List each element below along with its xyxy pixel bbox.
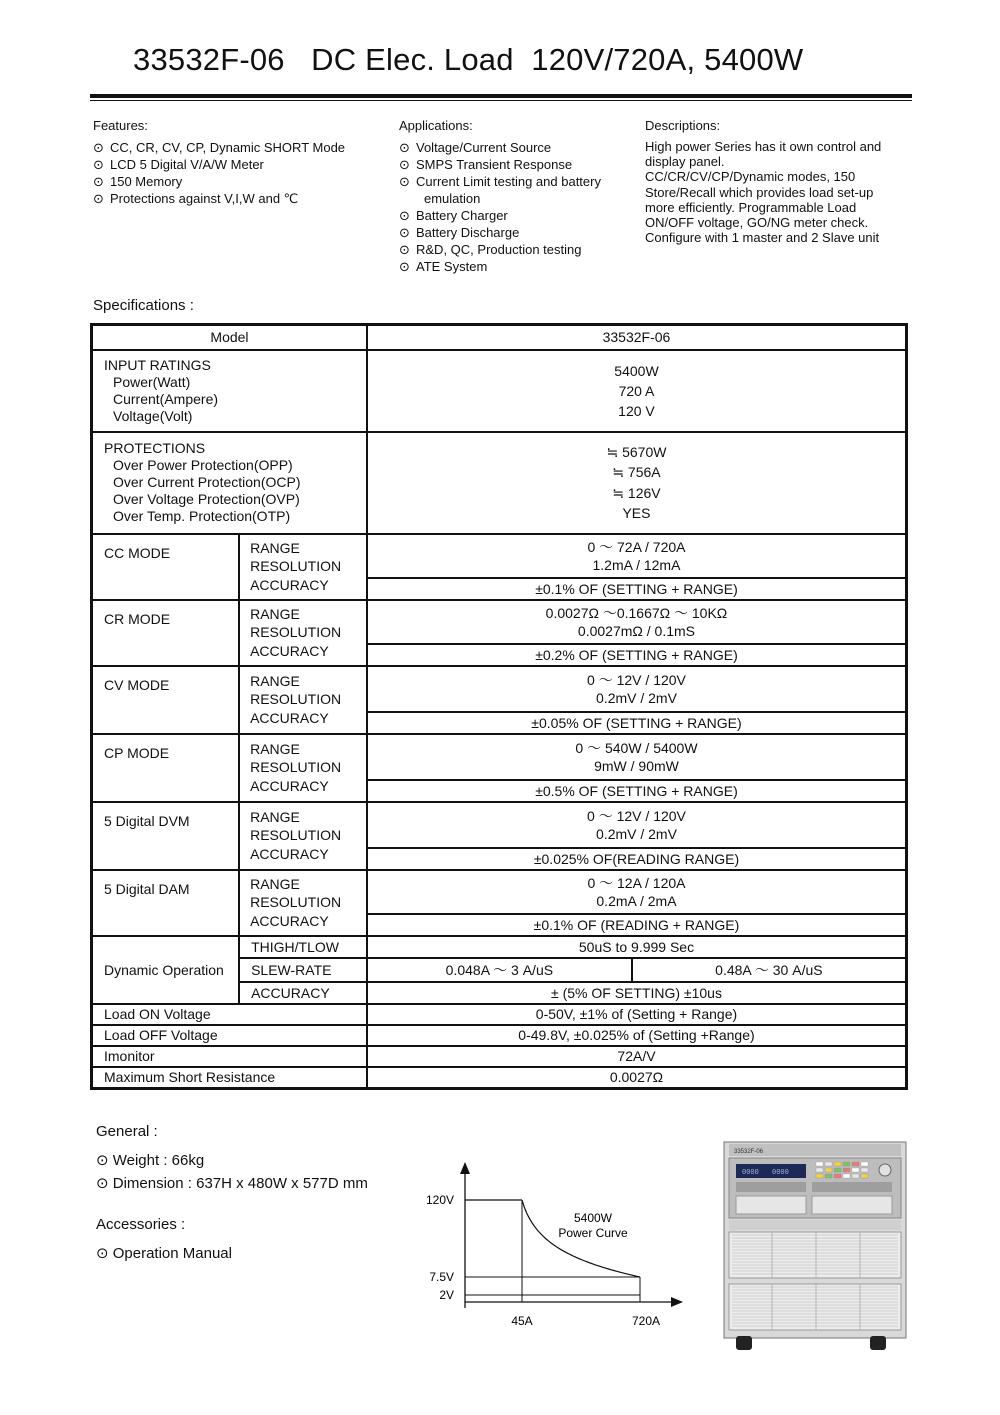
- range-value: 0 〜 12V / 120V: [587, 671, 686, 688]
- descriptions-text: [645, 139, 907, 245]
- specifications-heading: Specifications :: [93, 297, 194, 314]
- load-on-voltage-label: Load ON Voltage: [92, 1004, 367, 1025]
- input-ratings-values: [367, 350, 907, 432]
- keypad-button: [816, 1162, 823, 1166]
- keypad-button: [852, 1168, 859, 1172]
- accuracy-label: ACCURACY: [250, 845, 329, 862]
- ovp-label: Over Voltage Protection(OVP): [113, 491, 300, 507]
- description-line: ON/OFF voltage, GO/NG meter check.: [645, 215, 869, 231]
- dynamic-accuracy-value: ± (5% OF SETTING) ±10us: [367, 982, 907, 1004]
- y-tick-label: 2V: [439, 1288, 454, 1302]
- thigh-label: THIGH/TLOW: [239, 936, 367, 958]
- otp-value: YES: [622, 505, 651, 521]
- feature-item: ⊙ CC, CR, CV, CP, Dynamic SHORT Mode: [93, 139, 345, 156]
- dynamic-accuracy-label: ACCURACY: [239, 982, 367, 1004]
- range-label: RANGE: [250, 605, 300, 622]
- imonitor-value: 72A/V: [367, 1046, 907, 1067]
- keypad-button: [843, 1174, 850, 1178]
- resolution-label: RESOLUTION: [250, 624, 342, 641]
- input-voltage-label: Voltage(Volt): [113, 407, 193, 424]
- mode-range-resolution: [367, 734, 907, 780]
- title-rule-thin: [90, 100, 912, 101]
- y-tick-label: 7.5V: [429, 1270, 454, 1284]
- table-row: [92, 1025, 907, 1046]
- y-tick-label: 120V: [425, 1193, 454, 1207]
- opp-label: Over Power Protection(OPP): [113, 457, 293, 473]
- description-line: display panel.: [645, 154, 725, 170]
- table-row: [92, 1046, 907, 1067]
- x-tick-label: 720A: [631, 1314, 661, 1328]
- descriptions-heading: Descriptions:: [645, 118, 721, 133]
- resolution-label: RESOLUTION: [250, 894, 342, 911]
- table-row: [92, 734, 907, 780]
- mode-name: 5 Digital DVM: [92, 802, 240, 870]
- mode-name: 5 Digital DAM: [92, 870, 240, 936]
- max-short-resistance-label: Maximum Short Resistance: [92, 1067, 367, 1089]
- mode-sub-labels: [239, 666, 367, 734]
- input-power-label: Power(Watt): [113, 373, 191, 390]
- title-rule-thick: [90, 94, 912, 98]
- ovp-value: ≒ 126V: [612, 484, 661, 501]
- product-image: [720, 1140, 910, 1355]
- resolution-label: RESOLUTION: [250, 759, 342, 776]
- resolution-label: RESOLUTION: [250, 827, 342, 844]
- feature-item: ⊙ 150 Memory: [93, 173, 345, 190]
- accuracy-label: ACCURACY: [250, 642, 329, 659]
- table-row: [92, 1004, 907, 1025]
- caster-wheel: [870, 1336, 886, 1350]
- keypad-button: [816, 1174, 823, 1178]
- accuracy-value: ±0.1% OF (READING + RANGE): [367, 914, 907, 936]
- description-line: Configure with 1 master and 2 Slave unit: [645, 230, 880, 246]
- table-row: [92, 600, 907, 644]
- weight-spec: ⊙ Weight : 66kg: [96, 1152, 205, 1169]
- imonitor-label: Imonitor: [92, 1046, 367, 1067]
- thigh-value: 50uS to 9.999 Sec: [367, 936, 907, 958]
- accuracy-label: ACCURACY: [250, 576, 329, 593]
- features-section: [93, 117, 345, 207]
- x-axis-arrow: [671, 1297, 683, 1307]
- table-row: [92, 432, 907, 534]
- slew-rate-high: 0.48A 〜 30 A/uS: [632, 958, 907, 982]
- rotary-knob: [879, 1164, 891, 1176]
- resolution-value: 0.2mA / 2mA: [596, 892, 677, 909]
- model-value: 33532F-06: [367, 325, 907, 350]
- table-row: [92, 870, 907, 914]
- application-item: ⊙ ATE System: [399, 258, 601, 275]
- keypad-button: [852, 1162, 859, 1166]
- ocp-value: ≒ 756A: [612, 464, 661, 480]
- keypad-button: [825, 1162, 832, 1166]
- caster-wheel: [736, 1336, 752, 1350]
- load-on-voltage-value: 0-50V, ±1% of (Setting + Range): [367, 1004, 907, 1025]
- table-row: [92, 1067, 907, 1089]
- table-row: [92, 802, 907, 848]
- keypad-button: [816, 1168, 823, 1172]
- mode-sub-labels: [239, 534, 367, 600]
- features-heading: Features:: [93, 118, 148, 133]
- resolution-value: 0.2mV / 2mV: [596, 825, 677, 842]
- resolution-value: 1.2mA / 12mA: [592, 556, 681, 573]
- range-value: 0.0027Ω 〜0.1667Ω 〜 10KΩ: [545, 604, 728, 621]
- mode-range-resolution: [367, 600, 907, 644]
- application-item-text: Current Limit testing and battery: [416, 174, 601, 189]
- slew-rate-label: SLEW-RATE: [239, 958, 367, 982]
- mode-range-resolution: [367, 870, 907, 914]
- lcd-readout-2: 0000: [772, 1169, 789, 1177]
- chart-title-line2: Power Curve: [558, 1226, 628, 1240]
- input-voltage-value: 120 V: [618, 402, 655, 419]
- table-row: [92, 936, 907, 958]
- keypad-button: [843, 1162, 850, 1166]
- otp-label: Over Temp. Protection(OTP): [113, 508, 291, 524]
- accessory-item: ⊙ Operation Manual: [96, 1245, 232, 1262]
- input-current-label: Current(Ampere): [113, 390, 219, 407]
- ocp-label: Over Current Protection(OCP): [113, 474, 301, 490]
- table-row: [92, 325, 907, 350]
- description-line: more efficiently. Programmable Load: [645, 199, 857, 215]
- description-line: Store/Recall which provides load set-up: [645, 184, 874, 200]
- table-row: [92, 350, 907, 432]
- opp-value: ≒ 5670W: [606, 443, 667, 460]
- application-item-continuation: emulation: [424, 191, 481, 206]
- mode-sub-labels: [239, 734, 367, 802]
- table-row: [92, 534, 907, 578]
- load-off-voltage-label: Load OFF Voltage: [92, 1025, 367, 1046]
- table-row: [92, 666, 907, 712]
- input-power-value: 5400W: [614, 362, 659, 379]
- sub-panel: [736, 1182, 806, 1192]
- sub-panel: [812, 1182, 892, 1192]
- page-title: 33532F-06 DC Elec. Load 120V/720A, 5400W: [133, 42, 804, 77]
- range-value: 0 〜 540W / 5400W: [575, 739, 698, 756]
- max-short-resistance-value: 0.0027Ω: [367, 1067, 907, 1089]
- x-tick-label: 45A: [511, 1314, 533, 1328]
- description-line: High power Series has it own control and: [645, 139, 882, 154]
- application-item: ⊙ Voltage/Current Source: [399, 139, 601, 156]
- model-label: Model: [92, 325, 367, 350]
- accuracy-label: ACCURACY: [250, 912, 329, 929]
- module-slot: [736, 1196, 806, 1214]
- mode-name: CV MODE: [92, 666, 240, 734]
- accuracy-value: ±0.05% OF (SETTING + RANGE): [367, 712, 907, 734]
- range-label: RANGE: [250, 672, 300, 689]
- mode-name: CR MODE: [92, 600, 240, 666]
- protections-labels: [92, 432, 367, 534]
- slew-rate-low: 0.048A 〜 3 A/uS: [367, 958, 632, 982]
- protections-values: [367, 432, 907, 534]
- keypad-button: [825, 1168, 832, 1172]
- y-axis-arrow: [460, 1162, 470, 1174]
- keypad-button: [825, 1174, 832, 1178]
- mode-sub-labels: [239, 802, 367, 870]
- range-label: RANGE: [250, 740, 300, 757]
- accuracy-value: ±0.5% OF (SETTING + RANGE): [367, 780, 907, 802]
- accuracy-value: ±0.1% OF (SETTING + RANGE): [367, 578, 907, 600]
- chart-title-line1: 5400W: [573, 1211, 613, 1225]
- application-item: ⊙ Battery Discharge: [399, 224, 601, 241]
- keypad-button: [861, 1174, 868, 1178]
- applications-section: [399, 117, 601, 275]
- feature-item: ⊙ Protections against V,I,W and ℃: [93, 190, 345, 207]
- mode-range-resolution: [367, 802, 907, 848]
- specifications-table: [90, 323, 908, 1090]
- range-label: RANGE: [250, 808, 300, 825]
- application-item: ⊙ R&D, QC, Production testing: [399, 241, 601, 258]
- keypad-button: [861, 1162, 868, 1166]
- keypad-button: [834, 1174, 841, 1178]
- description-line: CC/CR/CV/CP/Dynamic modes, 150: [645, 169, 856, 185]
- dimension-spec: ⊙ Dimension : 637H x 480W x 577D mm: [96, 1175, 368, 1192]
- mode-range-resolution: [367, 666, 907, 712]
- chart-marks: [426, 1193, 660, 1328]
- accuracy-label: ACCURACY: [250, 777, 329, 794]
- feature-item: ⊙ LCD 5 Digital V/A/W Meter: [93, 156, 345, 173]
- resolution-value: 9mW / 90mW: [594, 757, 679, 774]
- resolution-label: RESOLUTION: [250, 558, 342, 575]
- range-value: 0 〜 72A / 720A: [587, 538, 686, 555]
- general-heading: General :: [96, 1123, 158, 1140]
- mode-name: CP MODE: [92, 734, 240, 802]
- load-off-voltage-value: 0-49.8V, ±0.025% of (Setting +Range): [367, 1025, 907, 1046]
- range-label: RANGE: [250, 875, 300, 892]
- resolution-label: RESOLUTION: [250, 691, 342, 708]
- accuracy-value: ±0.2% OF (SETTING + RANGE): [367, 644, 907, 666]
- resolution-value: 0.0027mΩ / 0.1mS: [577, 622, 696, 639]
- range-value: 0 〜 12V / 120V: [587, 807, 686, 824]
- accuracy-value: ±0.025% OF(READING RANGE): [367, 848, 907, 870]
- power-curve-chart: [410, 1160, 690, 1335]
- dynamic-operation-label: Dynamic Operation: [92, 936, 240, 1004]
- model-badge: 33532F-06: [734, 1149, 764, 1155]
- keypad-button: [843, 1168, 850, 1172]
- resolution-value: 0.2mV / 2mV: [596, 689, 677, 706]
- input-current-value: 720 A: [618, 382, 655, 399]
- protections-heading: PROTECTIONS: [104, 440, 206, 456]
- keypad-button: [834, 1168, 841, 1172]
- keypad-button: [852, 1174, 859, 1178]
- descriptions-section: [645, 117, 907, 245]
- accuracy-label: ACCURACY: [250, 709, 329, 726]
- applications-heading: Applications:: [399, 118, 473, 133]
- mode-name: CC MODE: [92, 534, 240, 600]
- application-item: ⊙ SMPS Transient Response: [399, 156, 601, 173]
- range-value: 0 〜 12A / 120A: [587, 874, 686, 891]
- mode-range-resolution: [367, 534, 907, 578]
- mode-rows: [92, 534, 907, 936]
- mode-sub-labels: [239, 600, 367, 666]
- mode-sub-labels: [239, 870, 367, 936]
- input-ratings-labels: [92, 350, 367, 432]
- accessories-heading: Accessories :: [96, 1216, 186, 1233]
- keypad-button: [834, 1162, 841, 1166]
- module-slot: [812, 1196, 892, 1214]
- range-label: RANGE: [250, 539, 300, 556]
- application-item: ⊙ Battery Charger: [399, 207, 601, 224]
- input-ratings-heading: INPUT RATINGS: [104, 356, 211, 373]
- lcd-readout-1: 0000: [742, 1169, 759, 1177]
- divider-strip: [729, 1220, 901, 1230]
- application-item: [399, 173, 601, 207]
- keypad-button: [861, 1168, 868, 1172]
